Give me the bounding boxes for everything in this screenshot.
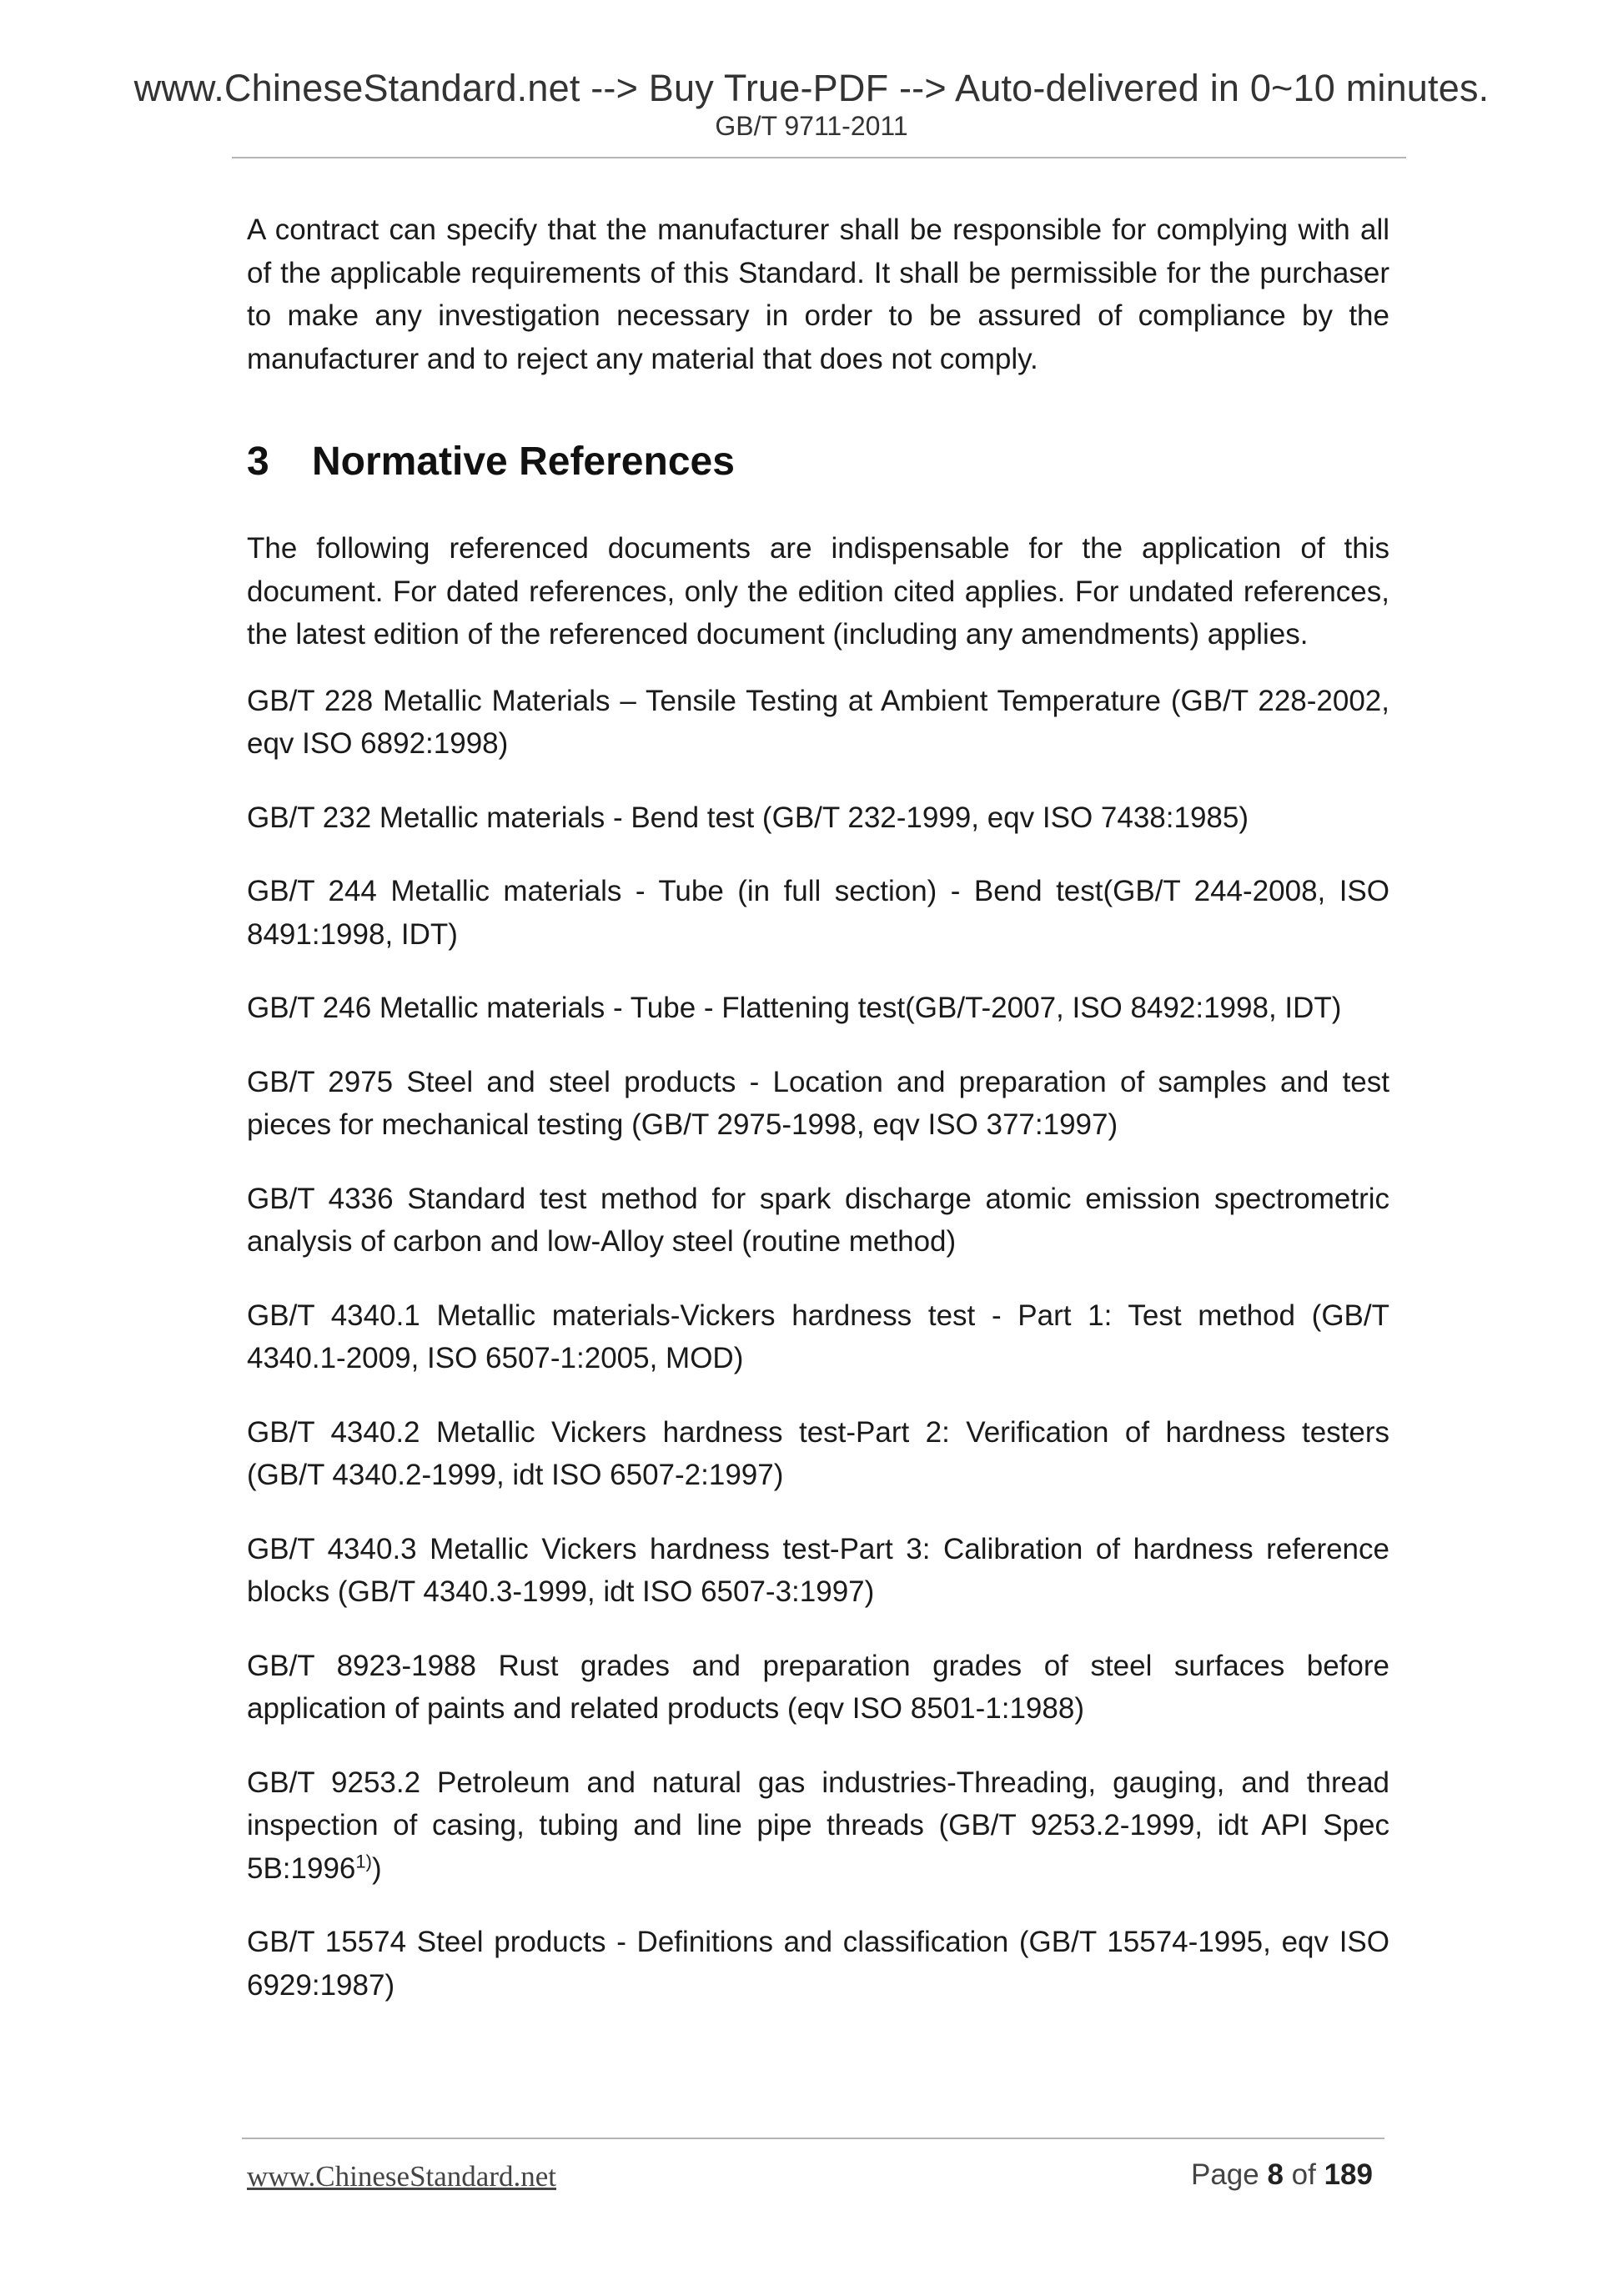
reference-text: GB/T 246 Metallic materials - Tube - Flattening test(GB/T-2007, ISO 8492:1998, IDT) bbox=[247, 992, 1342, 1024]
section-title: Normative References bbox=[312, 440, 735, 484]
page-header bbox=[0, 67, 1623, 142]
section-heading bbox=[247, 439, 1389, 485]
reference-text: GB/T 4336 Standard test method for spark discharge atomic emission spectrometric analysis of carbon and low-Alloy steel (routine method) bbox=[247, 1182, 1389, 1258]
section-lead-paragraph: The following referenced documents are indispensable for the application of this document. For dated references, only the edition cited applies. For undated references, the latest edition of the referenced document (including any amendments) applies. bbox=[247, 532, 1389, 651]
document-code: GB/T 9711-2011 bbox=[715, 111, 908, 141]
reference-item bbox=[247, 1921, 1389, 2007]
header-banner: www.ChineseStandard.net --> Buy True-PDF --> Auto-delivered in 0~10 minutes. bbox=[133, 67, 1490, 109]
footnote-marker: 1) bbox=[355, 1850, 372, 1871]
footer-site-link[interactable]: www.ChineseStandard.net bbox=[247, 2160, 556, 2193]
reference-text-tail: ) bbox=[371, 1851, 382, 1885]
reference-item bbox=[247, 1761, 1389, 1891]
reference-text: GB/T 9253.2 Petroleum and natural gas industries-Threading, gauging, and thread inspection of casing, tubing and line pipe threads (GB/T 9253.2-1999, idt API Spec 5B:1996 bbox=[247, 1766, 1389, 1885]
page-number bbox=[1191, 2158, 1373, 2192]
reference-text: GB/T 15574 Steel products - Definitions and classification (GB/T 15574-1995, eqv ISO 6929:1987) bbox=[247, 1926, 1389, 2002]
reference-text: GB/T 2975 Steel and steel products - Location and preparation of samples and test pieces for mechanical testing (GB/T 2975-1998, eqv ISO 377:1997) bbox=[247, 1065, 1389, 1141]
reference-item bbox=[247, 796, 1389, 840]
reference-item bbox=[247, 1528, 1389, 1614]
reference-text: GB/T 4340.3 Metallic Vickers hardness test-Part 3: Calibration of hardness reference blocks (GB/T 4340.3-1999, idt ISO 6507-3:1997) bbox=[247, 1532, 1389, 1608]
page-separator: of bbox=[1291, 2158, 1316, 2191]
section-number: 3 bbox=[247, 440, 269, 484]
reference-item bbox=[247, 870, 1389, 956]
reference-text: GB/T 4340.1 Metallic materials-Vickers hardness test - Part 1: Test method (GB/T 4340.1-2009, ISO 6507-1:2005, MOD) bbox=[247, 1299, 1389, 1374]
reference-item bbox=[247, 1294, 1389, 1380]
reference-text: GB/T 4340.2 Metallic Vickers hardness test-Part 2: Verification of hardness testers (GB/T 4340.2-1999, idt ISO 6507-2:1997) bbox=[247, 1415, 1389, 1491]
page-prefix: Page bbox=[1190, 2158, 1259, 2191]
reference-item bbox=[247, 987, 1389, 1030]
page-current: 8 bbox=[1267, 2158, 1284, 2191]
reference-text: GB/T 232 Metallic materials - Bend test (GB/T 232-1999, eqv ISO 7438:1985) bbox=[247, 801, 1249, 834]
page-total: 189 bbox=[1324, 2158, 1373, 2191]
reference-text: GB/T 228 Metallic Materials – Tensile Testing at Ambient Temperature (GB/T 228-2002, eqv ISO 6892:1998) bbox=[247, 684, 1389, 760]
reference-list bbox=[247, 680, 1389, 2007]
footer-divider bbox=[242, 2138, 1384, 2139]
intro-paragraph: A contract can specify that the manufacturer shall be responsible for complying with all of the applicable requirements of this Standard. It shall be permissible for the purchaser to make any investigation necessary in order to be assured of compliance by the manufacturer and to reject any material that does not comply. bbox=[247, 214, 1389, 375]
header-divider bbox=[232, 157, 1406, 158]
reference-item bbox=[247, 1178, 1389, 1264]
reference-item bbox=[247, 1645, 1389, 1731]
reference-text: GB/T 244 Metallic materials - Tube (in full section) - Bend test(GB/T 244-2008, ISO 8491:1998, IDT) bbox=[247, 875, 1389, 951]
reference-item bbox=[247, 1061, 1389, 1147]
reference-item bbox=[247, 1411, 1389, 1497]
reference-text: GB/T 8923-1988 Rust grades and preparation grades of steel surfaces before application of paints and related products (eqv ISO 8501-1:1988) bbox=[247, 1649, 1389, 1725]
reference-item bbox=[247, 680, 1389, 766]
page-body bbox=[247, 208, 1389, 2037]
